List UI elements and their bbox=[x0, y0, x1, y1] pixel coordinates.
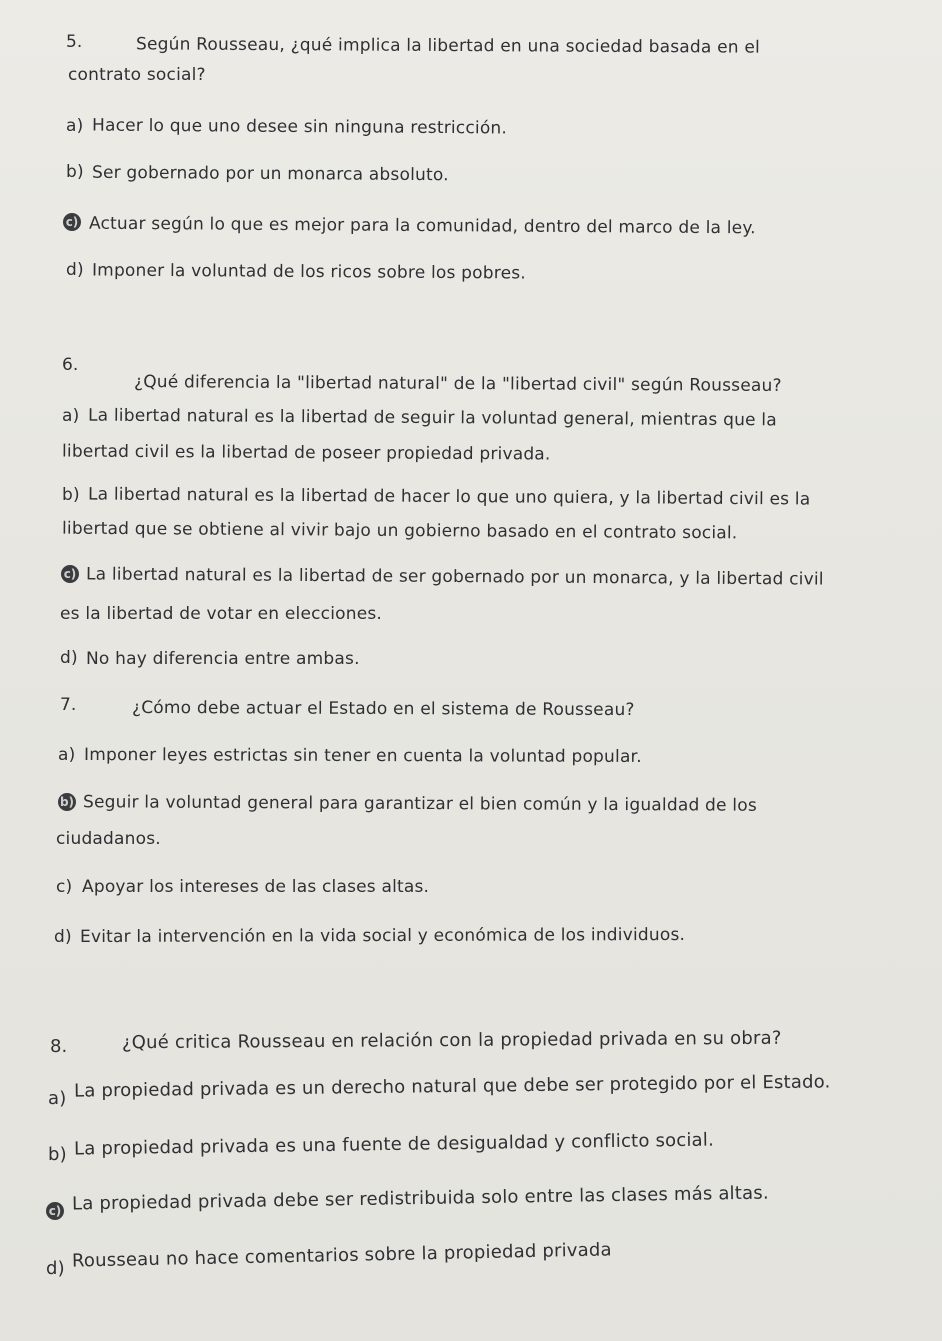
option-text: Seguir la voluntad general para garantizar el bien común y la igualdad de los bbox=[82, 792, 757, 816]
option-text: La libertad natural es la libertad de ser gobernado por un monarca, y la libertad civil bbox=[85, 564, 824, 590]
selected-answer-mark: c) bbox=[63, 213, 81, 231]
option-label: a) bbox=[62, 406, 80, 426]
option-text: Rousseau no hace comentarios sobre la propiedad privada bbox=[71, 1239, 612, 1272]
question-text: ¿Qué diferencia la "libertad natural" de la "libertad civil" según Rousseau? bbox=[133, 372, 782, 396]
option-text: La propiedad privada debe ser redistribuida solo entre las clases más altas. bbox=[71, 1182, 769, 1215]
question-number: 7. bbox=[60, 695, 77, 715]
option-label: b) bbox=[66, 162, 84, 182]
question-text: Según Rousseau, ¿qué implica la libertad en una sociedad basada en el bbox=[135, 34, 761, 58]
selected-answer-mark: c) bbox=[46, 1202, 64, 1220]
option-text: libertad civil es la libertad de poseer propiedad privada. bbox=[61, 441, 551, 465]
option-label: b) bbox=[62, 485, 80, 505]
question-text: contrato social? bbox=[68, 65, 206, 85]
option-text: ciudadanos. bbox=[56, 829, 161, 849]
option-text: Ser gobernado por un monarca absoluto. bbox=[91, 162, 449, 186]
option-text: Hacer lo que uno desee sin ninguna restricción. bbox=[91, 115, 508, 139]
option-text: La propiedad privada es una fuente de desigualdad y conflicto social. bbox=[73, 1129, 715, 1160]
option-label: d) bbox=[66, 260, 84, 280]
question-number: 8. bbox=[50, 1036, 68, 1057]
option-text: La libertad natural es la libertad de hacer lo que uno quiera, y la libertad civil es la bbox=[87, 484, 811, 510]
option-text: No hay diferencia entre ambas. bbox=[86, 649, 360, 669]
option-label: d) bbox=[60, 648, 78, 668]
option-text: es la libertad de votar en elecciones. bbox=[60, 604, 383, 624]
question-number: 5. bbox=[66, 32, 83, 52]
option-label: a) bbox=[58, 745, 76, 765]
question-number: 6. bbox=[62, 355, 79, 375]
option-text: Actuar según lo que es mejor para la comunidad, dentro del marco de la ley. bbox=[88, 213, 756, 239]
option-label: d) bbox=[46, 1258, 65, 1279]
option-text: libertad que se obtiene al vivir bajo un gobierno basado en el contrato social. bbox=[61, 518, 738, 544]
option-text: Apoyar los intereses de las clases altas. bbox=[82, 877, 430, 897]
selected-answer-mark: b) bbox=[59, 795, 75, 809]
option-label: c) bbox=[56, 877, 73, 897]
option-text: Evitar la intervención en la vida social y económica de los individuos. bbox=[79, 924, 686, 948]
selected-answer-mark: c) bbox=[61, 565, 79, 583]
question-text: ¿Cómo debe actuar el Estado en el sistema de Rousseau? bbox=[131, 697, 635, 721]
option-text: Imponer leyes estrictas sin tener en cuenta la voluntad popular. bbox=[83, 745, 642, 767]
question-text: ¿Qué critica Rousseau en relación con la propiedad privada en su obra? bbox=[121, 1027, 782, 1054]
option-text: La propiedad privada es un derecho natural que debe ser protegido por el Estado. bbox=[73, 1071, 831, 1102]
option-text: Imponer la voluntad de los ricos sobre los pobres. bbox=[91, 260, 527, 284]
option-label: b) bbox=[48, 1144, 67, 1165]
option-label: a) bbox=[66, 116, 84, 136]
option-text: La libertad natural es la libertad de seguir la voluntad general, mientras que la bbox=[87, 405, 777, 431]
option-label: a) bbox=[48, 1088, 67, 1109]
option-label: d) bbox=[54, 927, 72, 947]
